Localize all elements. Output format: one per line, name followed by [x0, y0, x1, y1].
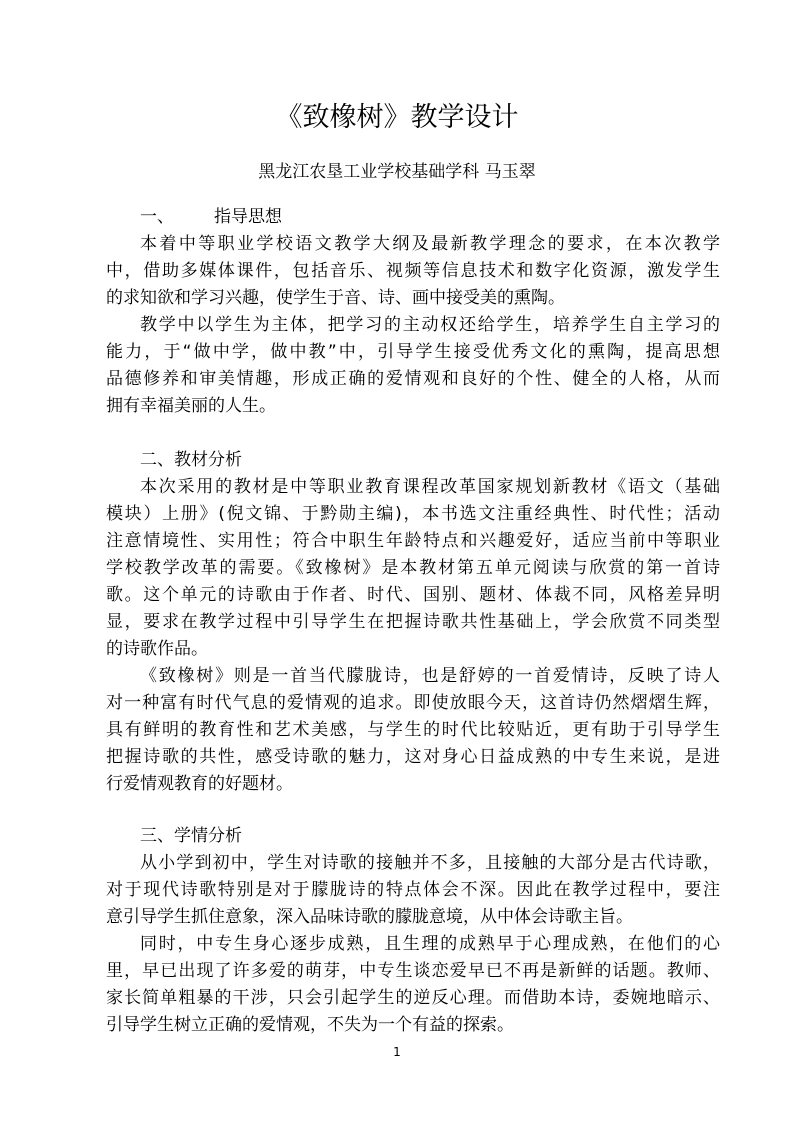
- author-line: 黑龙江农垦工业学校基础学科 马玉翠: [258, 162, 536, 182]
- paragraph-line: 把握诗歌的共性，感受诗歌的魅力，这对身心日益成熟的中专生来说，是进: [106, 747, 720, 767]
- paragraph-line: 同时，中专生身心逐步成熟，且生理的成熟早于心理成熟，在他们的心: [140, 934, 720, 954]
- paragraph-line: 引导学生树立正确的爱情观，不失为一个有益的探索。: [106, 1015, 514, 1035]
- paragraph-line: 家长简单粗暴的干涉，只会引起学生的逆反心理。而借助本诗，委婉地暗示、: [106, 988, 720, 1008]
- paragraph-line: 的求知欲和学习兴趣，使学生于音、诗、画中接受美的熏陶。: [106, 288, 565, 308]
- paragraph-line: 拥有幸福美丽的人生。: [106, 396, 276, 416]
- document-title: 《致橡树》教学设计: [275, 102, 519, 133]
- section-number: 一、: [140, 207, 174, 227]
- paragraph-line: 模块）上册》(倪文锦、于黔勋主编)，本书选文注重经典性、时代性；活动: [106, 504, 720, 524]
- paragraph-line: 行爱情观教育的好题材。: [106, 774, 293, 794]
- paragraph-line: 显，要求在教学过程中引导学生在把握诗歌共性基础上，学会欣赏不同类型: [106, 612, 720, 632]
- paragraph-line: 本着中等职业学校语文教学大纲及最新教学理念的要求，在本次教学: [140, 234, 720, 254]
- page-number: 1: [393, 1045, 401, 1059]
- section-title: 指导思想: [214, 207, 282, 227]
- paragraph-line: 教学中以学生为主体，把学习的主动权还给学生，培养学生自主学习的: [140, 315, 720, 335]
- paragraph-line: 注意情境性、实用性；符合中职生年龄特点和兴趣爱好，适应当前中等职业: [106, 531, 720, 551]
- paragraph-line: 里，早已出现了许多爱的萌芽，中专生谈恋爱早已不再是新鲜的话题。教师、: [106, 961, 720, 981]
- paragraph-line: 能力，于“做中学，做中教”中，引导学生接受优秀文化的熏陶，提高思想: [106, 342, 720, 362]
- paragraph-line: 歌。这个单元的诗歌由于作者、时代、国别、题材、体裁不同，风格差异明: [106, 585, 720, 605]
- paragraph-line: 《致橡树》则是一首当代朦胧诗，也是舒婷的一首爱情诗，反映了诗人: [140, 666, 720, 686]
- section-heading-3: 三、学情分析: [140, 826, 242, 846]
- paragraph-line: 意引导学生抓住意象，深入品味诗歌的朦胧意境，从中体会诗歌主旨。: [106, 907, 633, 927]
- paragraph-line: 对一种富有时代气息的爱情观的追求。即使放眼今天，这首诗仍然熠熠生辉，: [106, 693, 720, 713]
- paragraph-line: 对于现代诗歌特别是对于朦胧诗的特点体会不深。因此在教学过程中，要注: [106, 880, 720, 900]
- section-heading-1: [140, 204, 282, 230]
- paragraph-line: 学校教学改革的需要。《致橡树》是本教材第五单元阅读与欣赏的第一首诗: [106, 558, 720, 578]
- section-heading-2: 二、教材分析: [140, 450, 242, 470]
- paragraph-line: 本次采用的教材是中等职业教育课程改革国家规划新教材《语文（基础: [140, 477, 720, 497]
- paragraph-line: 的诗歌作品。: [106, 639, 208, 659]
- paragraph-line: 具有鲜明的教育性和艺术美感，与学生的时代比较贴近，更有助于引导学生: [106, 720, 720, 740]
- paragraph-line: 品德修养和审美情趣，形成正确的爱情观和良好的个性、健全的人格，从而: [106, 369, 720, 389]
- paragraph-line: 中，借助多媒体课件，包括音乐、视频等信息技术和数字化资源，激发学生: [106, 261, 720, 281]
- paragraph-line: 从小学到初中，学生对诗歌的接触并不多，且接触的大部分是古代诗歌，: [140, 853, 720, 873]
